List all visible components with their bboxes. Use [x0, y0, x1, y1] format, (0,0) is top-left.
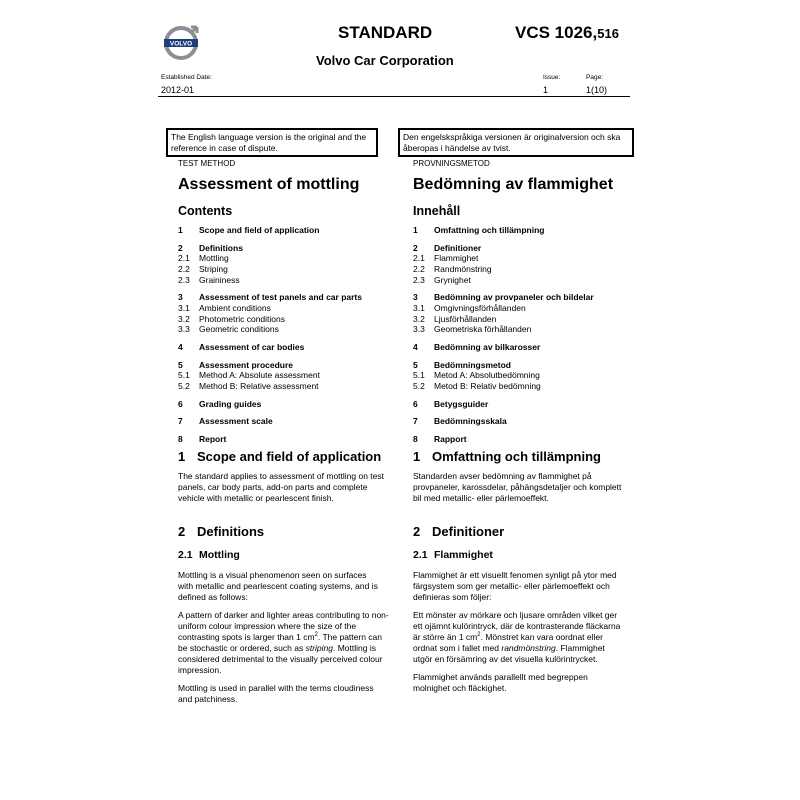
right-toc-subitem: 5.2 Metod B: Relativ bedömning: [413, 381, 541, 392]
right-method-label: PROVNINGSMETOD: [413, 159, 490, 168]
left-toc-subitem: 5.1 Method A: Absolute assessment: [178, 370, 320, 381]
volvo-logo: [162, 24, 200, 62]
right-toc-subitem: 3.1 Omgivningsförhållanden: [413, 302, 526, 313]
right-toc-subitem: 2.2 Randmönstring: [413, 263, 492, 274]
established-label: Established Date:: [161, 74, 212, 81]
left-toc-subitem: 2.1 Mottling: [178, 253, 229, 263]
left-toc-item: 5 Assessment procedure: [178, 359, 294, 370]
right-toc-item: 6 Betygsguider: [413, 398, 489, 409]
right-p2: Ett mönster av mörkare och ljusare områden vilket ger ett ojämnt kulörintryck, där de kontrasterande fläckarna är större än 1 $cm^2$. Mönstret kan vara oordnat eller ordnat som i fallet med randmönstring. Flammighet utgör en försämring av det visuella kulörintrycket.: [413, 610, 621, 664]
left-toc-item: 3 Assessment of test panels and car parts: [178, 292, 362, 303]
header-divider: [158, 96, 630, 97]
right-toc-item: 5 Bedömningsmetod: [413, 359, 511, 370]
left-section-2: 2 Definitions: [178, 524, 265, 539]
left-toc-subitem: 2.2 Striping: [178, 263, 228, 274]
left-s2-title: Definitions: [197, 524, 265, 539]
right-s21-title: Flammighet: [434, 549, 493, 561]
right-contents-heading: Innehåll: [413, 204, 461, 218]
left-toc-item: 4 Assessment of car bodies: [178, 342, 305, 353]
left-toc-subitem: 3.2 Photometric conditions: [178, 313, 285, 324]
issue-label: Issue:: [543, 74, 561, 81]
right-toc-subitem: 3.2 Ljusförhållanden: [413, 313, 497, 324]
left-s1-text: The standard applies to assessment of mottling on test panels, car body parts, add-on parts and complete vehicle with metallic or pearlescent finish.: [178, 471, 385, 503]
right-toc-item: 1 Omfattning och tillämpning: [413, 225, 545, 235]
established-value: 2012-01: [161, 85, 195, 95]
right-p1: Flammighet är ett visuellt fenomen synligt på ytor med färgsystem som ger metallic- eller pärlemoeffekt och definieras som följer:: [413, 570, 617, 602]
right-section-2-1: 2.1 Flammighet Flammighet är ett visuellt fenomen synligt på ytor med färgsystem som ger metallic- eller pärlemoeffekt och definieras som följer: Ett mönster av mörkare och ljusare områden vilket ger ett ojämnt kulörintryck, där de kontrasterande fläckarna är större än 1 $cm^2$. Mönstret kan vara oordnat eller ordnat som i fallet med randmönstring. Flammighet utgör en försämring av det visuella kulörintrycket. Flammighet används parallellt med begreppen molnighet och fläckighet.: [413, 549, 638, 694]
right-p3: Flammighet används parallellt med begreppen molnighet och fläckighet.: [413, 672, 588, 693]
left-p3: Mottling is used in parallel with the terms cloudiness and patchiness.: [178, 683, 374, 704]
left-contents-heading: Contents: [178, 204, 233, 218]
doc-type: STANDARD: [338, 23, 433, 42]
notice-swedish: Den engelskspråkiga versionen är originalversion och ska åberopas i händelse av tvist.: [398, 128, 634, 157]
right-s2-title: Definitioner: [432, 524, 505, 539]
left-toc-subitem: 3.3 Geometric conditions: [178, 324, 279, 335]
volvo-logo-icon: [162, 24, 200, 62]
company-name: Volvo Car Corporation: [316, 53, 454, 68]
notice-english: The English language version is the original and the reference in case of dispute.: [166, 128, 378, 157]
right-toc-subitem: 2.3 Grynighet: [413, 274, 471, 285]
right-section-1: 1 Omfattning och tillämpning Standarden avser bedömning av flammighet på provpaneler, karossdelar, påhängsdetaljer och komplett bil med metallic- eller pärlemoeffekt.: [413, 449, 638, 504]
left-p1: Mottling is a visual phenomenon seen on surfaces with metallic and pearlescent coating systems, and is defined as follows:: [178, 570, 378, 602]
left-toc-subitem: 5.2 Method B: Relative assessment: [178, 381, 319, 392]
left-toc-item: 6 Grading guides: [178, 398, 262, 409]
left-toc-item: 8 Report: [178, 433, 227, 444]
left-title: Assessment of mottling: [178, 176, 360, 193]
left-s1-title: Scope and field of application: [197, 449, 382, 464]
right-toc-item: 3 Bedömning av provpaneler och bildelar: [413, 292, 594, 303]
left-method-label: TEST METHOD: [178, 159, 236, 168]
left-p2: A pattern of darker and lighter areas contributing to non-uniform colour impression where the size of the contrasting spots is larger than 1 $cm^2$. The pattern can be stochastic or ordered, such as striping. Mottling is considered detrimental to the visually perceived colour impression.: [178, 610, 389, 675]
right-toc-subitem: 5.1 Metod A: Absolutbedömning: [413, 370, 540, 381]
left-toc-item: 1 Scope and field of application: [178, 225, 320, 235]
doc-number: VCS 1026,516: [515, 23, 619, 42]
right-toc-subitem: 3.3 Geometriska förhållanden: [413, 324, 532, 335]
svg-text:VOLVO: VOLVO: [169, 40, 193, 48]
right-toc-subitem: 2.1 Flammighet: [413, 253, 479, 263]
right-toc: [413, 204, 631, 444]
page-label: Page:: [586, 74, 603, 81]
left-section-2-1: 2.1 Mottling Mottling is a visual phenomenon seen on surfaces with metallic and pearlescent coating systems, and is defined as follows: A pattern of darker and lighter areas contributing to non-uniform colour impression where the size of the contrasting spots is larger than 1 $cm^2$. The pattern can be stochastic or ordered, such as striping. Mottling is considered detrimental to the visually perceived colour impression. Mottling is used in parallel with the terms cloudiness and patchiness.: [178, 549, 389, 704]
left-toc-item: 7 Assessment scale: [178, 416, 273, 427]
issue-value: 1: [543, 85, 549, 95]
left-toc-subitem: 2.3 Graininess: [178, 274, 240, 285]
right-title: Bedömning av flammighet: [413, 176, 614, 193]
right-s1-text: Standarden avser bedömning av flammighet på provpaneler, karossdelar, påhängsdetaljer och komplett bil med metallic- eller pärlemoeffekt.: [413, 471, 622, 503]
right-toc-item: 7 Bedömningsskala: [413, 416, 507, 427]
right-toc-item: 8 Rapport: [413, 433, 467, 444]
left-section-1: 1 Scope and field of application The standard applies to assessment of mottling on test panels, car body parts, add-on parts and complete vehicle with metallic or pearlescent finish.: [178, 449, 403, 504]
left-toc-subitem: 3.1 Ambient conditions: [178, 302, 271, 313]
left-toc: [178, 204, 396, 444]
right-toc-item: 4 Bedömning av bilkarosser: [413, 342, 541, 353]
page-value: 1(10): [586, 85, 608, 95]
right-toc-item: 2 Definitioner: [413, 242, 482, 253]
left-s21-title: Mottling: [199, 549, 240, 561]
right-s1-title: Omfattning och tillämpning: [432, 449, 601, 464]
left-toc-item: 2 Definitions: [178, 242, 243, 253]
right-section-2: 2 Definitioner: [413, 524, 505, 539]
